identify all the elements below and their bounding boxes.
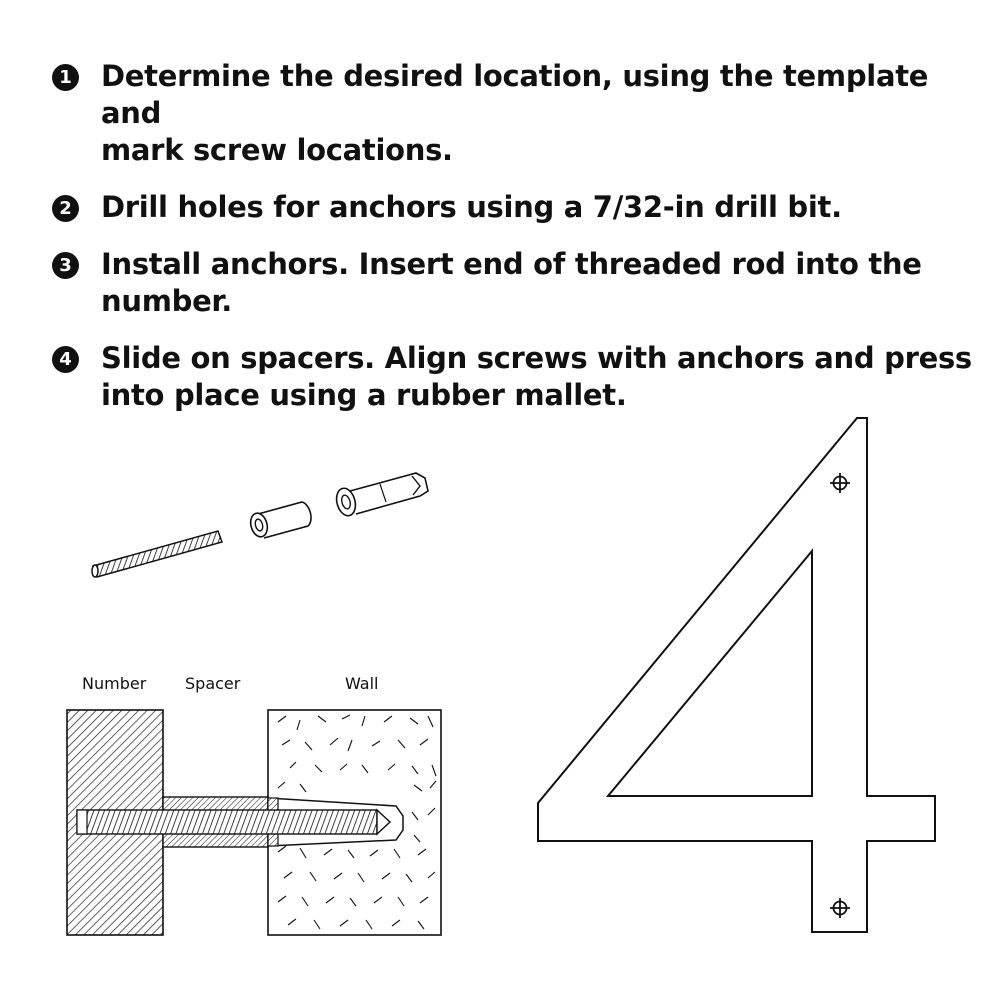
- step-line: into place using a rubber mallet.: [101, 378, 627, 412]
- step-number-badge: 3: [52, 252, 79, 279]
- step-number-badge: 4: [52, 346, 79, 373]
- step-number-badge: 1: [52, 64, 79, 91]
- label-spacer: Spacer: [185, 674, 241, 693]
- label-wall: Wall: [345, 674, 379, 693]
- number-four-template: [538, 418, 935, 932]
- spacer-icon: [248, 502, 311, 539]
- anchor-icon: [334, 473, 428, 518]
- step-line: mark screw locations.: [101, 133, 453, 167]
- step-line: Determine the desired location, using the template and: [101, 59, 929, 130]
- step-line: Install anchors. Insert end of threaded rod into the number.: [101, 247, 922, 318]
- cross-section-diagram: [67, 710, 441, 935]
- threaded-rod-icon: [92, 531, 222, 577]
- step-line: Drill holes for anchors using a 7/32-in drill bit.: [101, 190, 842, 224]
- label-number: Number: [82, 674, 147, 693]
- rod-section: [77, 810, 377, 834]
- step-number-badge: 2: [52, 195, 79, 222]
- step-line: Slide on spacers. Align screws with anchors and press: [101, 341, 972, 375]
